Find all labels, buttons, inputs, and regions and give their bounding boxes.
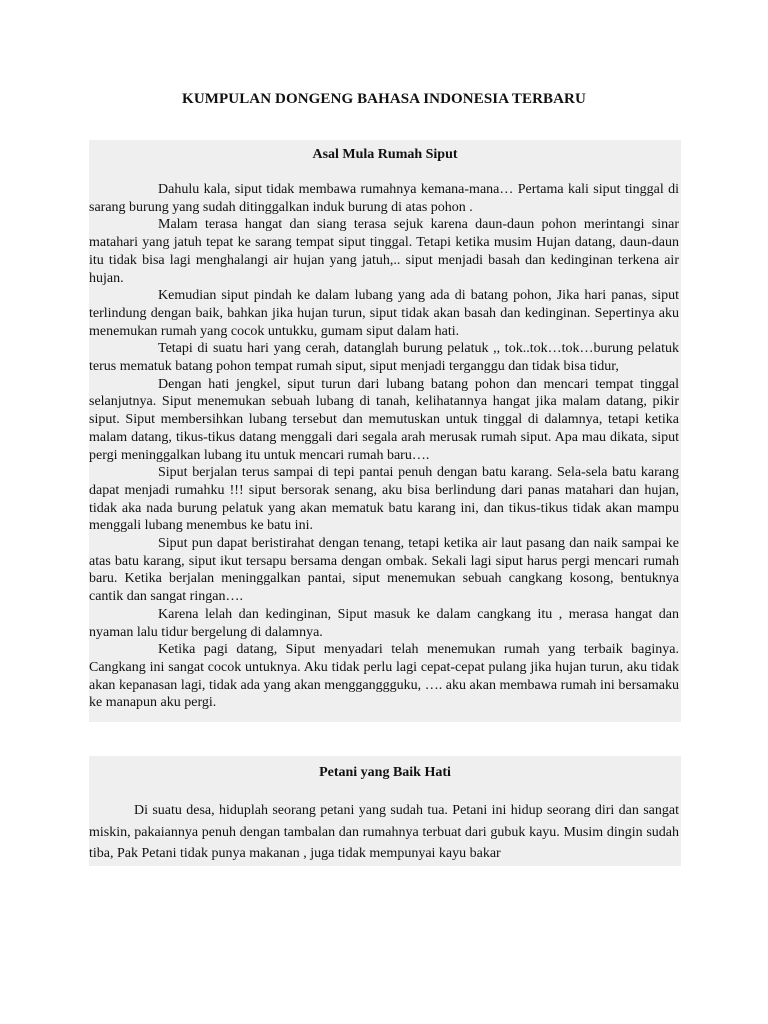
story-1-title: Asal Mula Rumah Siput — [312, 147, 458, 162]
story-1-body — [89, 181, 679, 712]
story-1-paragraph: Kemudian siput pindah ke dalam lubang yang ada di batang pohon, Jika hari panas, siput terlindung dengan baik, bahkan jika hujan turun, siput tidak akan basah dan kedinginan. Sepertinya aku menemukan rumah yang cocok untukku, gumam siput dalam hati. — [89, 288, 679, 339]
story-1-paragraph: Siput berjalan terus sampai di tepi pantai penuh dengan batu karang. Sela-sela batu karang dapat menjadi rumahku !!! siput bersorak senang, aku bisa berlindung dari panas matahari dan hujan, tidak aka nada burung pelatuk yang akan mematuk batu karang ini, dan tikus-tikus tidak akan mampu menggali lubang menembus ke batu ini. — [89, 465, 679, 534]
story-2-title: Petani yang Baik Hati — [319, 765, 451, 780]
story-1-paragraph: Malam terasa hangat dan siang terasa sejuk karena daun-daun pohon merintangi sinar matahari yang jatuh tepat ke sarang tempat siput tinggal. Tetapi ketika musim Hujan datang, daun-daun itu tidak bisa lagi menghalangi air hujan yang jatuh,.. siput menjadi basah dan kedinginan terkena air hujan. — [89, 217, 679, 286]
story-1-paragraph: Tetapi di suatu hari yang cerah, datanglah burung pelatuk ,, tok..tok…tok…burung pelatuk terus mematuk batang pohon tempat rumah siput, siput menjadi terganggu dan tidak bisa tidur, — [89, 341, 679, 375]
story-1-paragraph: Dahulu kala, siput tidak membawa rumahnya kemana-mana… Pertama kali siput tinggal di sarang burung yang sudah ditinggalkan induk burung di atas pohon . — [89, 182, 679, 215]
story-2-paragraph: Di suatu desa, hiduplah seorang petani yang sudah tua. Petani ini hidup seorang diri dan sangat miskin, pakaiannya penuh dengan tambalan dan rumahnya terbuat dari gubuk kayu. Musim dingin sudah tiba, Pak Petani tidak punya makanan , juga tidak mempunyai kayu bakar — [89, 803, 679, 861]
story-1-paragraph: Dengan hati jengkel, siput turun dari lubang batang pohon dan mencari tempat tinggal selanjutnya. Siput menemukan sebuah lubang di tanah, kelihatannya hangat jika malam datang, pikir siput. Siput membersihkan lubang tersebut dan memutuskan untuk tinggal di dalamnya, tetapi ketika malam datang, tikus-tikus datang menggali dari segala arah merusak rumah siput. Apa mau dikata, siput pergi meninggalkan lubang itu untuk mencari rumah baru…. — [89, 376, 679, 463]
story-1-paragraph: Karena lelah dan kedinginan, Siput masuk ke dalam cangkang itu , merasa hangat dan nyaman lalu tidur bergelung di dalamnya. — [89, 606, 679, 640]
story-1-paragraph: Ketika pagi datang, Siput menyadari telah menemukan rumah yang terbaik baginya. Cangkang ini sangat cocok untuknya. Aku tidak perlu lagi cepat-cepat pulang jika hujan turun, aku tidak akan kepanasan lagi, tidak ada yang akan mengganggguku, …. aku akan membawa rumah ini bersamaku ke manapun aku pergi. — [89, 642, 679, 711]
document-title: KUMPULAN DONGENG BAHASA INDONESIA TERBARU — [182, 91, 586, 107]
story-1-paragraph: Siput pun dapat beristirahat dengan tenang, tetapi ketika air laut pasang dan naik sampai ke atas batu karang, siput ikut tersapu bersama dengan ombak. Sekali lagi siput harus pergi mencari rumah baru. Ketika berjalan meninggalkan pantai, siput menemukan sebuah cangkang kosong, bentuknya cantik dan sangat ringan…. — [89, 536, 679, 605]
story-2-body — [89, 800, 679, 865]
